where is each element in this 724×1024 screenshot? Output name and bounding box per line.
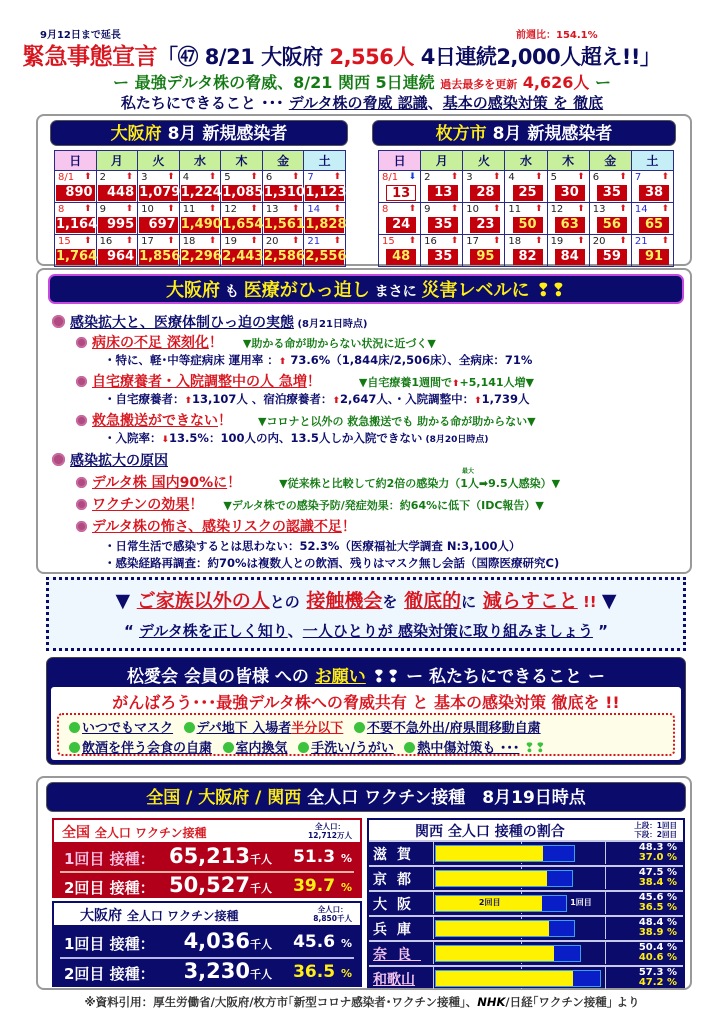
kansai-row: 奈良 50.4 % 40.6 % — [369, 940, 683, 964]
calendar-day: 7 ⬆ 1,123 — [304, 171, 346, 203]
item-bed-shortage: 病床の不足 深刻化！ ▼助かる命が助からない状況に近づく▼ — [76, 332, 436, 352]
calendar-day: 16 ⬆ 964 — [96, 235, 138, 267]
key-message-box — [46, 577, 686, 651]
up-arrow-icon: ⬆ — [167, 204, 175, 214]
calendar-day: 10 ⬆ 697 — [138, 203, 180, 235]
weekday-header: 土 — [631, 151, 673, 171]
up-arrow-icon: ⬆ — [167, 172, 175, 182]
up-arrow-icon: ⬆ — [492, 236, 501, 246]
calendar-day: 21 ⬆ 2,556 — [304, 235, 346, 267]
osaka-vaccine-box — [52, 901, 362, 987]
up-arrow-icon: ⬆ — [619, 172, 627, 182]
hirakata-calendar-title: 枚方市 8月 新規感染者 — [372, 120, 676, 146]
calendar-day: 9 ⬆ 35 — [421, 203, 463, 235]
case-count: 13 — [386, 185, 416, 201]
kansai-vaccine-chart — [367, 818, 685, 988]
calendar-day: 20 ⬆ 59 — [589, 235, 631, 267]
up-arrow-icon: ⬆ — [492, 172, 501, 182]
kansai-row: 京都 47.5 % 38.4 % — [369, 865, 683, 889]
cause-vaccine-effect: ワクチンの効果！ ▼デルタ株での感染予防/発症効果：約64%に低下（IDC報告）▼ — [76, 494, 544, 514]
case-count: 91 — [639, 249, 669, 265]
up-arrow-icon: ⬆ — [619, 204, 627, 214]
calendar-day: 11 ⬆ 1,490 — [179, 203, 221, 235]
case-count: 2,586 — [263, 249, 305, 264]
up-arrow-icon: ⬆ — [333, 172, 341, 182]
case-count: 48 — [386, 249, 416, 265]
case-count: 1,310 — [263, 185, 305, 200]
green-dot-icon — [223, 742, 234, 753]
virus-bullet-icon — [52, 453, 65, 466]
calendar-day: 8 ⬆ 1,164 — [55, 203, 97, 235]
up-arrow-icon: ⬆ — [291, 172, 300, 182]
case-count: 1,561 — [263, 217, 305, 232]
case-count: 13 — [428, 185, 458, 201]
up-arrow-icon: ⬆ — [408, 204, 417, 214]
up-arrow-icon: ⬆ — [125, 236, 134, 246]
medical-panel — [36, 268, 692, 574]
national-population: 全人口： 12,712万人 — [308, 822, 352, 840]
up-arrow-icon: ⬆ — [250, 172, 258, 182]
case-count: 1,764 — [56, 249, 98, 264]
kansai-row: 大阪 2回目 1回目 45.6 % 36.5 % — [369, 890, 683, 914]
kansai-row: 和歌山 57.3 % 47.2 % — [369, 965, 683, 989]
osaka-second-dose: 2回目 接種： 3,230 千人 36.5 % — [64, 959, 352, 983]
osaka-population: 全人口： 8,850千人 — [313, 905, 352, 923]
virus-bullet-icon — [76, 337, 87, 348]
calendar-day: 16 ⬆ 35 — [421, 235, 463, 267]
extension-note: 9月12日まで延長 — [40, 30, 121, 41]
calendar-day: 6 ⬆ 1,310 — [262, 171, 304, 203]
weekday-header: 水 — [505, 151, 547, 171]
calendar-day: 19 ⬆ 84 — [547, 235, 589, 267]
second-dose-bar — [436, 871, 547, 886]
kansai-row: 滋賀 48.3 % 37.0 % — [369, 840, 683, 864]
case-count: 1,085 — [222, 185, 264, 200]
request-panel — [46, 657, 686, 765]
weekday-header: 土 — [304, 151, 346, 171]
virus-bullet-icon — [52, 315, 65, 328]
admission-rate-detail: ・入院率：⬇13.5%：100人の内、13.5人しか入院できない (8月20日時点) — [104, 431, 489, 445]
home-care-detail: ・自宅療養者：⬆13,107人 、宿泊療養者：⬆2,647人、・入院調整中：⬆1,739人 — [104, 392, 530, 406]
case-count: 95 — [470, 249, 500, 265]
up-arrow-icon: ⬆ — [619, 236, 627, 246]
up-arrow-icon: ⬆ — [661, 204, 669, 214]
up-arrow-icon: ⬆ — [535, 204, 543, 214]
tagline: 私たちにできること ･･･ デルタ株の脅威 認識、基本の感染対策 を 徹底 — [120, 94, 604, 112]
calendar-day: 10 ⬆ 23 — [463, 203, 505, 235]
headline: 緊急事態宣言「㊼ 8/21 大阪府 2,556人 4日連続2,000人超え!!」 — [22, 44, 661, 70]
key-message-sub: “ デルタ株を正しく知り、一人ひとりが 感染対策に取り組みましょう ” — [123, 622, 609, 640]
cause-risk-awareness: デルタ株の怖さ、感染リスクの認識不足！ — [76, 516, 356, 536]
up-arrow-icon: ⬆ — [474, 396, 482, 406]
up-arrow-icon: ⬆ — [332, 396, 340, 406]
calendar-day: 17 ⬆ 1,856 — [138, 235, 180, 267]
action-list — [57, 713, 675, 756]
virus-bullet-icon — [76, 415, 87, 426]
weekday-header: 日 — [55, 151, 97, 171]
calendar-day: 18 ⬆ 82 — [505, 235, 547, 267]
up-arrow-icon: ⬆ — [250, 204, 258, 214]
up-arrow-icon: ⬆ — [208, 172, 217, 182]
case-count: 30 — [555, 185, 585, 201]
calendar-day: 13 ⬆ 56 — [589, 203, 631, 235]
case-count: 1,079 — [139, 185, 181, 200]
up-arrow-icon: ⬆ — [208, 236, 217, 246]
up-arrow-icon: ⬆ — [291, 236, 300, 246]
up-arrow-icon: ⬆ — [333, 204, 341, 214]
kansai-chart-title: 関西 全人口 接種の割合 — [415, 824, 565, 840]
case-count: 2,556 — [305, 249, 347, 264]
case-count: 995 — [98, 217, 137, 233]
green-dot-icon — [69, 722, 80, 733]
weekday-header: 月 — [96, 151, 138, 171]
calendar-day: 17 ⬆ 95 — [463, 235, 505, 267]
case-count: 65 — [639, 217, 669, 233]
up-arrow-icon: ⬆ — [208, 204, 217, 214]
up-arrow-icon: ⬆ — [125, 172, 134, 182]
calendar-day: 8/1 ⬆ 890 — [55, 171, 97, 203]
cause-delta-90: デルタ株 国内90%に！ ▼従来株と比較して約2倍の感染力（1人➡9.5人感染）▼ — [76, 472, 560, 492]
request-slogan: がんばろう･･･最強デルタ株への脅威共有 と 基本の感染対策 徹底を !! — [112, 693, 620, 712]
weekday-header: 木 — [221, 151, 263, 171]
max-label: 最大 — [462, 468, 475, 475]
case-count: 35 — [428, 217, 458, 233]
calendar-day: 3 ⬆ 28 — [463, 171, 505, 203]
calendar-day: 13 ⬆ 1,561 — [262, 203, 304, 235]
up-arrow-icon: ⬆ — [84, 172, 92, 182]
calendar-day: 21 ⬆ 91 — [631, 235, 673, 267]
up-arrow-icon: ⬆ — [535, 172, 543, 182]
case-count: 964 — [98, 249, 137, 265]
calendar-day: 5 ⬆ 30 — [547, 171, 589, 203]
request-title: 松愛会 会員の皆様 への お願い ❢❢ ー 私たちにできること ー — [127, 667, 605, 687]
osaka-calendar — [54, 150, 346, 267]
weekday-header: 月 — [421, 151, 463, 171]
case-count: 28 — [470, 185, 500, 201]
up-arrow-icon: ⬆ — [84, 204, 92, 214]
item-home-care-increase: 自宅療養者・入院調整中の人 急増！ ▼自宅療養1週間で⬆+5,141人増▼ — [76, 371, 534, 391]
case-count: 1,828 — [305, 217, 347, 232]
green-dot-icon — [404, 742, 415, 753]
kansai-legend: 上段：1回目 下段：2回目 — [634, 821, 677, 839]
green-dot-icon — [69, 742, 80, 753]
hirakata-calendar — [378, 150, 674, 267]
virus-bullet-icon — [76, 521, 87, 532]
weekday-header: 金 — [589, 151, 631, 171]
national-vaccine-box — [52, 818, 362, 898]
calendar-day: 4 ⬆ 1,224 — [179, 171, 221, 203]
up-arrow-icon: ⬆ — [333, 236, 341, 246]
virus-bullet-icon — [76, 499, 87, 510]
second-dose-bar — [436, 846, 543, 861]
up-arrow-icon: ⬆ — [452, 379, 460, 389]
calendar-day: 18 ⬆ 2,296 — [179, 235, 221, 267]
virus-bullet-icon — [76, 477, 87, 488]
calendar-day: 8 ⬆ 24 — [379, 203, 421, 235]
case-count: 56 — [597, 217, 627, 233]
source-footer: ※資料引用：厚生労働省/大阪府/枚方市｢新型コロナ感染者･ワクチン接種｣、NHK/日経｢ワクチン接種｣ より — [84, 995, 640, 1009]
up-arrow-icon: ⬆ — [492, 204, 501, 214]
case-count: 25 — [513, 185, 543, 201]
route-detail: ・感染経路再調査：約70%は複数人との飲酒、残りはマスク無し会話（国際医療研究C) — [104, 556, 560, 570]
case-count: 2,296 — [180, 249, 222, 264]
weekday-header: 火 — [463, 151, 505, 171]
calendar-day: 9 ⬆ 995 — [96, 203, 138, 235]
survey-detail: ・日常生活で感染するとは思わない：52.3%（医療福祉大学調査 N:3,100人） — [104, 539, 521, 553]
bed-usage-detail: ・特に、軽･中等症病床 運用率 ：⬆ 73.6%（1,844床/2,506床）、全病床：71% — [104, 353, 533, 367]
calendar-day: 12 ⬆ 63 — [547, 203, 589, 235]
national-first-dose: 1回目 接種： 65,213 千人 51.3 % — [64, 844, 352, 868]
case-count: 59 — [597, 249, 627, 265]
up-arrow-icon: ⬆ — [250, 236, 258, 246]
case-count: 1,856 — [139, 249, 181, 264]
calendar-day: 3 ⬆ 1,079 — [138, 171, 180, 203]
up-arrow-icon: ⬆ — [535, 236, 543, 246]
national-second-dose: 2回目 接種： 50,527 千人 39.7 % — [64, 873, 352, 897]
action-row-2: 飲酒を伴う会食の自粛 室内換気 手洗い/うがい 熱中傷対策も ･･･ ❢❢ — [63, 737, 546, 756]
weekday-header: 水 — [179, 151, 221, 171]
calendar-day: 2 ⬆ 13 — [421, 171, 463, 203]
case-count: 1,654 — [222, 217, 264, 232]
kansai-row: 兵庫 48.4 % 38.9 % — [369, 915, 683, 939]
calendar-day: 11 ⬆ 50 — [505, 203, 547, 235]
case-count: 890 — [56, 185, 95, 201]
section-causes: 感染拡大の原因 — [52, 450, 168, 470]
national-vaccine-title: 全国 全人口 ワクチン接種 — [62, 825, 207, 841]
calendar-day: 14 ⬆ 1,828 — [304, 203, 346, 235]
green-dot-icon — [298, 742, 309, 753]
calendar-day: 6 ⬆ 35 — [589, 171, 631, 203]
second-dose-bar — [436, 946, 554, 961]
calendar-day: 5 ⬆ 1,085 — [221, 171, 263, 203]
up-arrow-icon: ⬆ — [167, 236, 175, 246]
up-arrow-icon: ⬆ — [84, 236, 92, 246]
green-dot-icon — [354, 722, 365, 733]
calendar-day: 15 ⬆ 48 — [379, 235, 421, 267]
case-count: 24 — [386, 217, 416, 233]
second-dose-bar — [436, 971, 573, 986]
calendar-day: 20 ⬆ 2,586 — [262, 235, 304, 267]
up-arrow-icon: ⬆ — [661, 172, 669, 182]
calendar-day: 15 ⬆ 1,764 — [55, 235, 97, 267]
calendar-day: 12 ⬆ 1,654 — [221, 203, 263, 235]
case-count: 50 — [513, 217, 543, 233]
up-arrow-icon: ⬆ — [661, 236, 669, 246]
green-dot-icon — [184, 722, 195, 733]
down-arrow-icon: ⬇ — [161, 435, 170, 445]
case-count: 38 — [639, 185, 669, 201]
vaccine-title: 全国 / 大阪府 / 関西 全人口 ワクチン接種 8月19日時点 — [46, 782, 686, 812]
case-count: 82 — [513, 249, 543, 265]
weekday-header: 金 — [262, 151, 304, 171]
case-count: 23 — [470, 217, 500, 233]
osaka-first-dose: 1回目 接種： 4,036 千人 45.6 % — [64, 929, 352, 953]
up-arrow-icon: ⬆ — [408, 236, 417, 246]
down-arrow-icon: ⬇ — [408, 172, 417, 182]
up-arrow-icon: ⬆ — [184, 396, 193, 406]
case-count: 63 — [555, 217, 585, 233]
calendar-day: 4 ⬆ 25 — [505, 171, 547, 203]
calendar-day: 2 ⬆ 448 — [96, 171, 138, 203]
second-dose-bar — [436, 921, 549, 936]
weekday-header: 木 — [547, 151, 589, 171]
medical-banner: 大阪府 も 医療がひっ迫し まさに 災害レベルに ❢❢ — [48, 274, 684, 304]
calendar-day: 19 ⬆ 2,443 — [221, 235, 263, 267]
section-actual-state: 感染拡大と、医療体制ひっ迫の実態 (8月21日時点) — [52, 312, 368, 332]
case-count: 697 — [139, 217, 178, 233]
up-arrow-icon: ⬆ — [450, 204, 459, 214]
subheadline: ー 最強デルタ株の脅威、8/21 関西 5日連続 過去最多を更新 4,626人 ー — [113, 73, 611, 92]
case-count: 35 — [428, 249, 458, 265]
up-arrow-icon: ⬆ — [577, 204, 585, 214]
up-arrow-icon: ⬆ — [577, 236, 585, 246]
case-count: 1,164 — [56, 217, 98, 232]
up-arrow-icon: ⬆ — [278, 357, 287, 367]
action-row-1: いつでもマスク デパ地下 入場者半分以下 不要不急外出/府県間移動自粛 — [63, 717, 541, 736]
up-arrow-icon: ⬆ — [450, 172, 459, 182]
case-count: 1,224 — [180, 185, 222, 200]
up-arrow-icon: ⬆ — [125, 204, 134, 214]
calendar-day: 8/1 ⬇ 13 — [379, 171, 421, 203]
calendar-day: 14 ⬆ 65 — [631, 203, 673, 235]
case-count: 1,123 — [305, 185, 347, 200]
case-count: 1,490 — [180, 217, 222, 232]
virus-bullet-icon — [76, 376, 87, 387]
up-arrow-icon: ⬆ — [291, 204, 300, 214]
up-arrow-icon: ⬆ — [577, 172, 585, 182]
week-ratio: 前週比：154.1% — [516, 30, 598, 41]
item-emergency-transport: 救急搬送ができない！ ▼コロナと以外の 救急搬送でも 助かる命が助からない▼ — [76, 410, 536, 430]
osaka-vaccine-title: 大阪府 全人口 ワクチン接種 — [80, 908, 239, 924]
case-count: 84 — [555, 249, 585, 265]
case-count: 2,443 — [222, 249, 264, 264]
case-count: 448 — [98, 185, 137, 201]
weekday-header: 火 — [138, 151, 180, 171]
calendar-day: 7 ⬆ 38 — [631, 171, 673, 203]
osaka-calendar-title: 大阪府 8月 新規感染者 — [50, 120, 348, 146]
up-arrow-icon: ⬆ — [450, 236, 459, 246]
weekday-header: 日 — [379, 151, 421, 171]
case-count: 35 — [597, 185, 627, 201]
key-message: ▼ ご家族以外の人との 接触機会を 徹底的に 減らすこと !! ▼ — [115, 590, 617, 612]
